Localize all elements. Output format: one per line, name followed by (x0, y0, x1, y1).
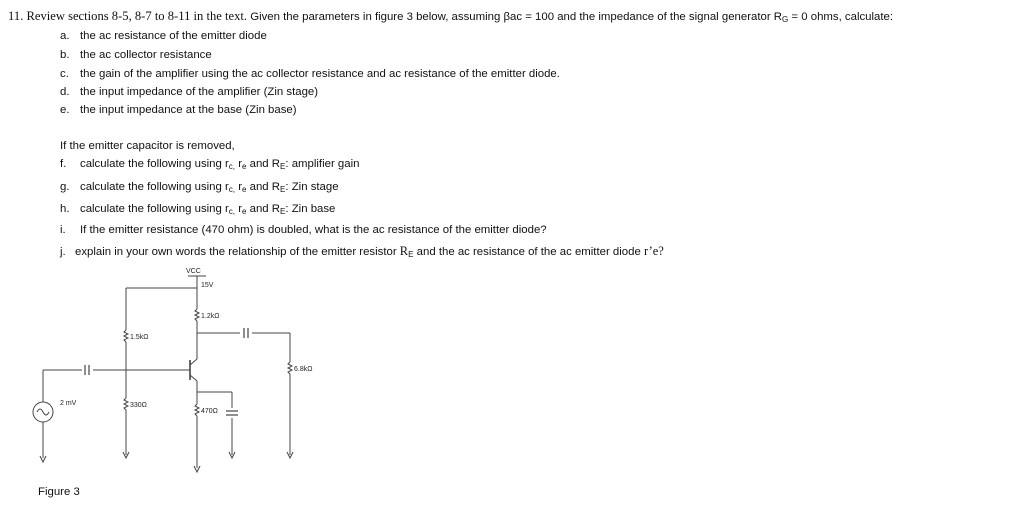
r-load-label: 6.8kΩ (294, 366, 313, 373)
item-h: h. calculate the following using $r_{c,}$ $r_e$ and $R_E$: Zin base (60, 203, 336, 216)
figure-caption: Figure 3 (38, 486, 80, 498)
item-e: e. the input impedance at the base (Zin base) (60, 104, 297, 116)
vcc-value: 15V (201, 282, 214, 289)
question-prefix: Review sections 8-5, 8-7 to 8-11 in the text. (26, 9, 248, 23)
item-d: d. the input impedance of the amplifier (Zin stage) (60, 86, 319, 98)
item-b: b. the ac collector resistance (60, 49, 212, 61)
r-emitter-label: 470Ω (201, 408, 218, 415)
question-body: Given the parameters in figure 3 below, assuming βac = 100 and the impedance of the signal generator $R_G = 0$ ohms, calculate: (250, 11, 894, 24)
item-g: g. calculate the following using $r_{c,}$ $r_e$ and $R_E$: Zin stage (60, 181, 339, 194)
removed-intro: If the emitter capacitor is removed, (60, 140, 235, 152)
item-i: i. If the emitter resistance (470 ohm) is doubled, what is the ac resistance of the emitter diode? (60, 224, 547, 236)
source-label: 2 mV (60, 400, 77, 407)
question-number: 11. (8, 9, 24, 23)
item-a: a. the ac resistance of the emitter diode (60, 30, 267, 42)
r-bias-bottom-label: 330Ω (130, 402, 147, 409)
r-collector-label: 1.2kΩ (201, 313, 220, 320)
vcc-label: VCC (186, 268, 201, 275)
r-bias-top-label: 1.5kΩ (130, 334, 149, 341)
item-c: c. the gain of the amplifier using the ac collector resistance and ac resistance of the emitter diode. (60, 68, 560, 80)
item-f: f. calculate the following using $r_{c,}$ $r_e$ and $R_E$: amplifier gain (60, 158, 360, 171)
item-j: j. explain in your own words the relationship of the emitter resistor $R_E$ and the ac resistance of the ac emitter diode r’e? (60, 244, 664, 259)
